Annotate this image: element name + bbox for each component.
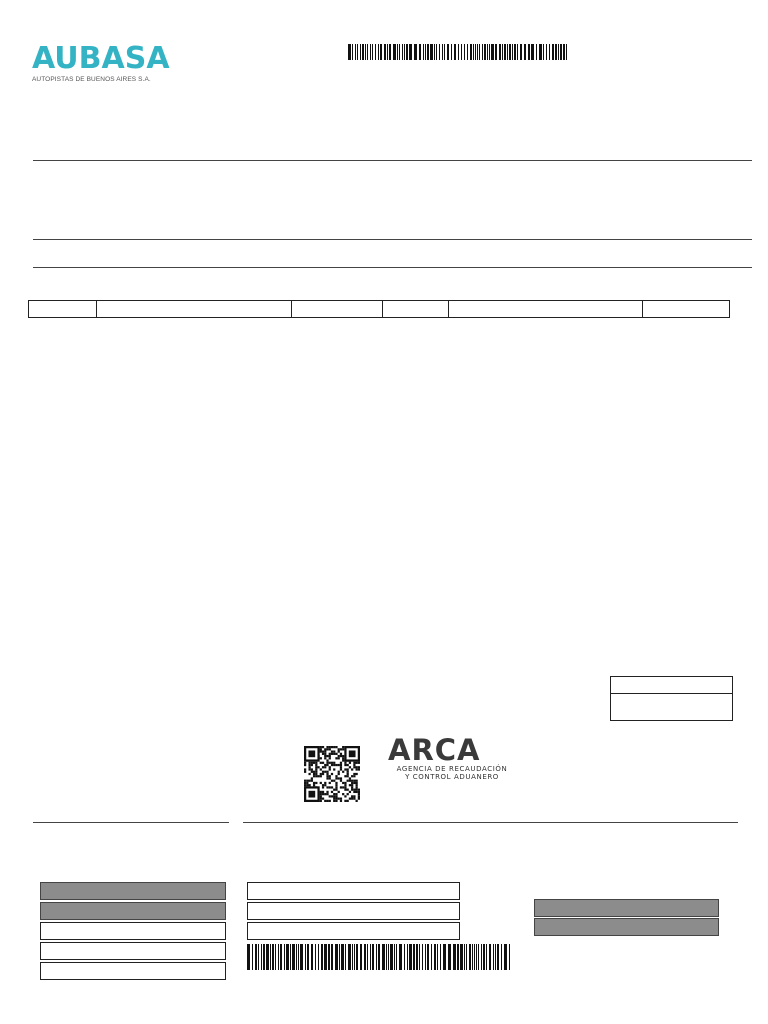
payment-field xyxy=(247,922,460,940)
table-header-cell xyxy=(291,300,383,318)
table-header-cell xyxy=(382,300,450,318)
total-value-box xyxy=(610,693,733,721)
stub-field xyxy=(40,942,226,960)
company-logo-subtitle: AUTOPISTAS DE BUENOS AIRES S.A. xyxy=(32,76,151,83)
items-table-header xyxy=(28,300,730,318)
payment-total-shaded xyxy=(534,899,719,917)
company-logo xyxy=(32,41,172,88)
table-header-cell xyxy=(28,300,97,318)
qr-code-icon xyxy=(304,746,362,802)
payment-field xyxy=(247,902,460,920)
payment-total-shaded xyxy=(534,918,719,936)
barcode-icon xyxy=(348,44,570,60)
stub-field xyxy=(40,922,226,940)
barcode-icon xyxy=(247,944,513,970)
stub-field xyxy=(40,962,226,980)
payment-divider xyxy=(243,822,738,823)
stub-field-shaded xyxy=(40,902,226,920)
table-header-cell xyxy=(642,300,730,318)
arca-logo-title: ARCA xyxy=(388,733,481,767)
section-divider xyxy=(33,239,752,240)
arca-logo-line1: AGENCIA DE RECAUDACIÓN xyxy=(396,765,508,773)
stub-field-shaded xyxy=(40,882,226,900)
table-header-cell xyxy=(448,300,643,318)
stub-divider xyxy=(33,822,229,823)
company-logo-name: AUBASA xyxy=(32,41,170,76)
header-divider xyxy=(33,160,752,161)
payment-field xyxy=(247,882,460,900)
arca-logo-line2: Y CONTROL ADUANERO xyxy=(405,773,499,781)
total-label-box xyxy=(610,676,733,694)
table-header-cell xyxy=(96,300,292,318)
arca-logo xyxy=(388,735,518,785)
section-divider xyxy=(33,267,752,268)
